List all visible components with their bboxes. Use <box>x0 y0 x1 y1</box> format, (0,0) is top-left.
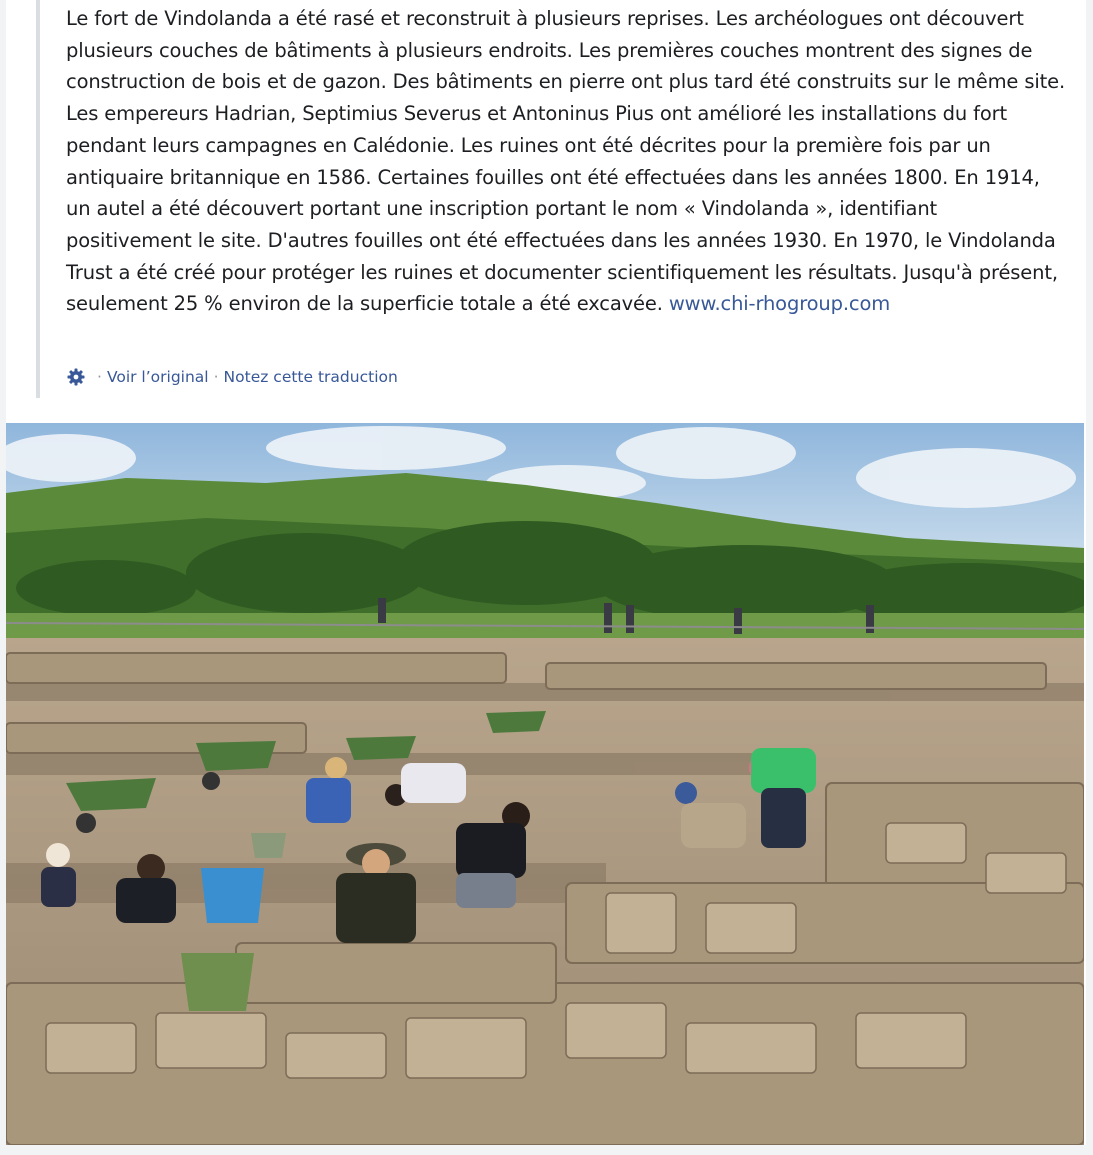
photo-image <box>6 423 1084 1145</box>
rate-translation-link[interactable]: Notez cette traduction <box>223 368 398 386</box>
translated-text-block <box>36 0 1076 398</box>
separator-dot: · <box>213 368 219 386</box>
post-text-body: Le fort de Vindolanda a été rasé et reconstruit à plusieurs reprises. Les archéologues ont découvert plusieurs couches de bâtiments à plusieurs endroits. Les premières couches montrent des signes de construction de bois et de gazon. Des bâtiments en pierre ont plus tard été construits sur le même site. Les empereurs Hadrian, Septimius Severus et Antoninus Pius ont amélioré les installations du fort pendant leurs campagnes en Calédonie. Les ruines ont été décrites pour la première fois par un antiquaire britannique en 1586. Certaines fouilles ont été effectuées dans les années 1800. En 1914, un autel a été découvert portant une inscription portant le nom « Vindolanda », identifiant positivement le site. D'autres fouilles ont été effectuées dans les années 1930. En 1970, le Vindolanda Trust a été créé pour protéger les ruines et documenter scientifiquement les résultats. Jusqu'à présent, seulement 25 % environ de la superficie totale a été excavée. <box>66 7 1066 316</box>
separator-dot: · <box>97 368 102 386</box>
page-background-right <box>1086 0 1093 1155</box>
excavation-photo[interactable] <box>6 423 1084 1145</box>
page-background-bottom <box>0 1145 1093 1155</box>
source-link[interactable]: www.chi-rhogroup.com <box>668 292 891 316</box>
see-original-link[interactable]: Voir l’original <box>106 368 209 386</box>
post-text <box>66 3 1066 320</box>
translation-bar <box>66 366 398 388</box>
gear-icon[interactable] <box>66 367 86 387</box>
